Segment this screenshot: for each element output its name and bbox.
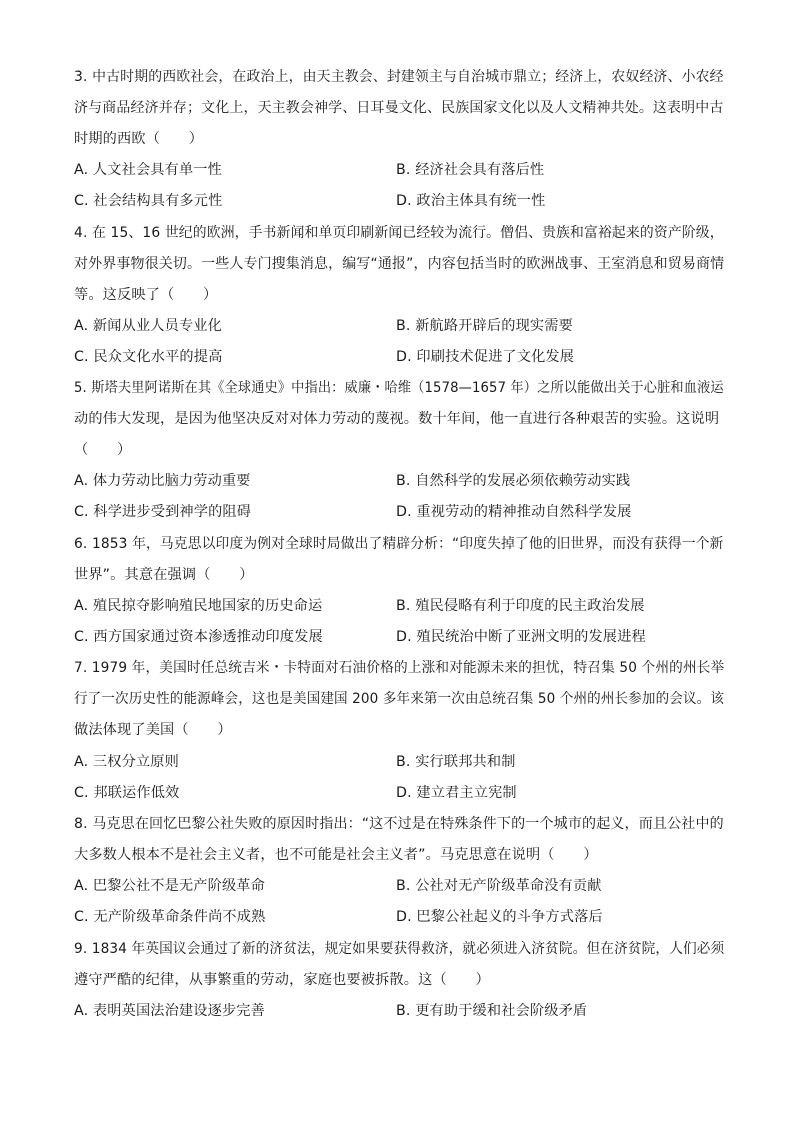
question-8-option-a: A. 巴黎公社不是无产阶级革命 — [74, 878, 265, 894]
question-6-option-c: C. 西方国家通过资本渗透推动印度发展 — [74, 629, 323, 645]
question-4-line-2: 对外界事物很关切。一些人专门搜集消息，编写“通报”，内容包括当时的欧洲战事、王室消息和贸易商情 — [74, 256, 725, 272]
question-3-line-1: 3. 中古时期的西欧社会，在政治上，由天主教会、封建领主与自治城市鼎立；经济上，农奴经济、小农经 — [74, 69, 724, 85]
question-8-option-d: D. 巴黎公社起义的斗争方式落后 — [396, 909, 603, 925]
question-7-option-b: B. 实行联邦共和制 — [396, 754, 516, 770]
question-8-line-1: 8. 马克思在回忆巴黎公社失败的原因时指出：“这不过是在特殊条件下的一个城市的起义，而且公社中的 — [74, 816, 724, 832]
question-9-line-2: 遵守严酷的纪律，从事繁重的劳动，家庭也要被拆散。这（ ） — [74, 972, 490, 988]
question-8-option-b: B. 公社对无产阶级革命没有贡献 — [396, 878, 602, 894]
question-6-line-1: 6. 1853 年，马克思以印度为例对全球时局做出了精辟分析：“印度失掉了他的旧世界，而没有获得一个新 — [74, 536, 724, 552]
question-3-option-c: C. 社会结构具有多元性 — [74, 193, 223, 209]
question-7-option-c: C. 邦联运作低效 — [74, 785, 180, 801]
question-5-option-c: C. 科学进步受到神学的阻碍 — [74, 504, 252, 520]
question-4-line-1: 4. 在 15、16 世纪的欧洲，手书新闻和单页印刷新闻已经较为流行。僧侣、贵族和富裕起来的资产阶级， — [74, 225, 724, 241]
question-5-option-d: D. 重视劳动的精神推动自然科学发展 — [396, 504, 632, 520]
question-3-line-2: 济与商品经济并存；文化上，天主教会神学、日耳曼文化、民族国家文化以及人文精神共处。这表明中古 — [74, 100, 724, 116]
question-7-line-3: 做法体现了美国（ ） — [74, 722, 232, 738]
question-4-option-c: C. 民众文化水平的提高 — [74, 349, 223, 365]
question-4-line-3: 等。这反映了（ ） — [74, 287, 218, 303]
question-5-line-3: （ ） — [74, 442, 132, 458]
question-4-option-a: A. 新闻从业人员专业化 — [74, 318, 222, 334]
question-5-line-2: 动的伟大发现，是因为他坚决反对对体力劳动的蔑视。数十年间，他一直进行各种艰苦的实验。这说明 — [74, 411, 720, 427]
question-3-option-d: D. 政治主体具有统一性 — [396, 193, 546, 209]
question-9-option-b: B. 更有助于缓和社会阶级矛盾 — [396, 1003, 588, 1019]
question-4-option-d: D. 印刷技术促进了文化发展 — [396, 349, 575, 365]
question-3-option-b: B. 经济社会具有落后性 — [396, 162, 545, 178]
question-9-option-a: A. 表明英国法治建设逐步完善 — [74, 1003, 265, 1019]
question-6-line-2: 世界”。其意在强调（ ） — [74, 567, 254, 583]
question-7-line-2: 行了一次历史性的能源峰会，这也是美国建国 200 多年来第一次由总统召集 50 个州的州长参加的会议。该 — [74, 691, 725, 707]
question-4-option-b: B. 新航路开辟后的现实需要 — [396, 318, 573, 334]
question-9-line-1: 9. 1834 年英国议会通过了新的济贫法，规定如果要获得救济，就必须进入济贫院。但在济贫院，人们必须 — [74, 941, 725, 957]
question-3-line-3: 时期的西欧（ ） — [74, 131, 204, 147]
question-5-option-b: B. 自然科学的发展必须依赖劳动实践 — [396, 473, 631, 489]
question-7-option-a: A. 三权分立原则 — [74, 754, 179, 770]
question-6-option-d: D. 殖民统治中断了亚洲文明的发展进程 — [396, 629, 646, 645]
question-7-line-1: 7. 1979 年，美国时任总统吉米・卡特面对石油价格的上涨和对能源未来的担忧，特召集 50 个州的州长举 — [74, 660, 725, 676]
question-7-option-d: D. 建立君主立宪制 — [396, 785, 517, 801]
question-5-line-1: 5. 斯塔夫里阿诺斯在其《全球通史》中指出：威廉・哈维（1578—1657 年）之所以能做出关于心脏和血液运 — [74, 380, 724, 396]
question-8-line-2: 大多数人根本不是社会主义者，也不可能是社会主义者”。马克思意在说明（ ） — [74, 847, 598, 863]
question-8-option-c: C. 无产阶级革命条件尚不成熟 — [74, 909, 266, 925]
question-3-option-a: A. 人文社会具有单一性 — [74, 162, 222, 178]
question-6-option-a: A. 殖民掠夺影响殖民地国家的历史命运 — [74, 598, 323, 614]
question-5-option-a: A. 体力劳动比脑力劳动重要 — [74, 473, 251, 489]
question-6-option-b: B. 殖民侵略有利于印度的民主政治发展 — [396, 598, 645, 614]
